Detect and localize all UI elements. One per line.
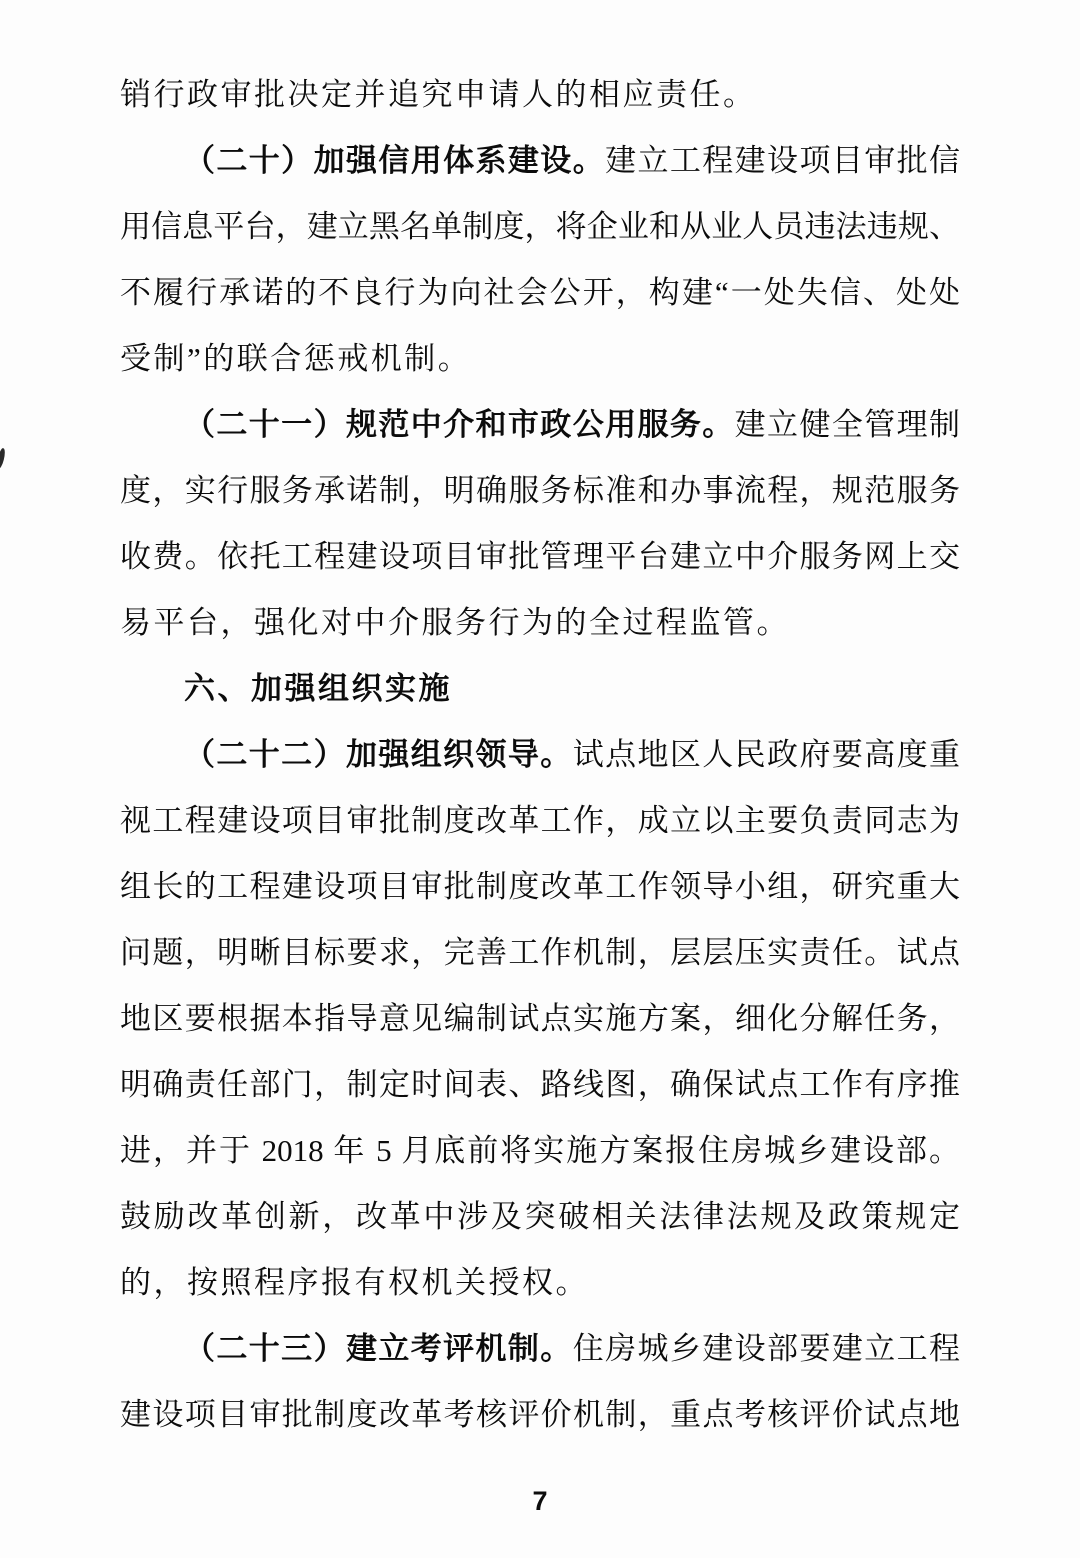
text-line — [120, 986, 960, 1052]
text-line — [120, 128, 960, 194]
body-segment: 视工程建设项目审批制度改革工作，成立以主要负责同志为 — [120, 803, 960, 838]
heading-segment: （二十一）规范中介和市政公用服务。 — [184, 407, 735, 442]
body-segment: 问题，明晰目标要求，完善工作机制，层层压实责任。试点 — [120, 935, 960, 970]
body-segment: 建立健全管理制 — [734, 407, 961, 442]
body-segment: 受制”的联合惩戒机制。 — [120, 341, 472, 376]
heading-segment: （二十三）建立考评机制。 — [184, 1331, 573, 1366]
body-segment: 建设项目审批制度改革考核评价机制，重点考核评价试点地 — [120, 1397, 960, 1432]
text-line — [120, 1250, 960, 1316]
text-line — [120, 788, 960, 854]
text-line — [120, 1052, 960, 1118]
document-body — [120, 62, 960, 1448]
text-line — [120, 458, 960, 524]
text-line — [120, 1184, 960, 1250]
text-line — [120, 392, 960, 458]
body-segment: 收费。依托工程建设项目审批管理平台建立中介服务网上交 — [120, 539, 960, 574]
body-segment: 的，按照程序报有权机关授权。 — [120, 1265, 589, 1300]
text-line — [120, 1316, 960, 1382]
text-line — [120, 854, 960, 920]
body-segment: 试点地区人民政府要高度重 — [572, 737, 961, 772]
text-line — [120, 1382, 960, 1448]
body-segment: 进，并于 2018 年 5 月底前将实施方案报住房城乡建设部。 — [120, 1133, 960, 1168]
body-segment: 地区要根据本指导意见编制试点实施方案，细化分解任务， — [120, 1001, 960, 1036]
body-segment: 建立工程建设项目审批信 — [605, 143, 961, 178]
text-line — [120, 194, 960, 260]
body-segment: 易平台，强化对中介服务行为的全过程监管。 — [120, 605, 790, 640]
heading-segment: （二十二）加强组织领导。 — [184, 737, 573, 772]
text-line — [120, 62, 960, 128]
text-line — [120, 722, 960, 788]
body-segment: 销行政审批决定并追究申请人的相应责任。 — [120, 77, 757, 112]
text-line — [120, 656, 960, 722]
heading-segment: （二十）加强信用体系建设。 — [184, 143, 606, 178]
text-line — [120, 1118, 960, 1184]
body-segment: 度，实行服务承诺制，明确服务标准和办事流程，规范服务 — [120, 473, 960, 508]
body-segment: 鼓励改革创新，改革中涉及突破相关法律法规及政策规定 — [120, 1199, 960, 1234]
body-segment: 用信息平台，建立黑名单制度，将企业和从业人员违法违规、 — [120, 209, 960, 244]
text-line — [120, 590, 960, 656]
body-segment: 住房城乡建设部要建立工程 — [572, 1331, 961, 1366]
heading-segment: 六、加强组织实施 — [184, 671, 452, 706]
body-segment: 不履行承诺的不良行为向社会公开，构建“一处失信、处处 — [120, 275, 960, 310]
body-segment: 组长的工程建设项目审批制度改革工作领导小组，研究重大 — [120, 869, 960, 904]
text-line — [120, 524, 960, 590]
text-line — [120, 326, 960, 392]
scan-artifact — [0, 448, 6, 470]
text-line — [120, 920, 960, 986]
page-number: 7 — [532, 1486, 548, 1516]
text-line — [120, 260, 960, 326]
body-segment: 明确责任部门，制定时间表、路线图，确保试点工作有序推 — [120, 1067, 960, 1102]
